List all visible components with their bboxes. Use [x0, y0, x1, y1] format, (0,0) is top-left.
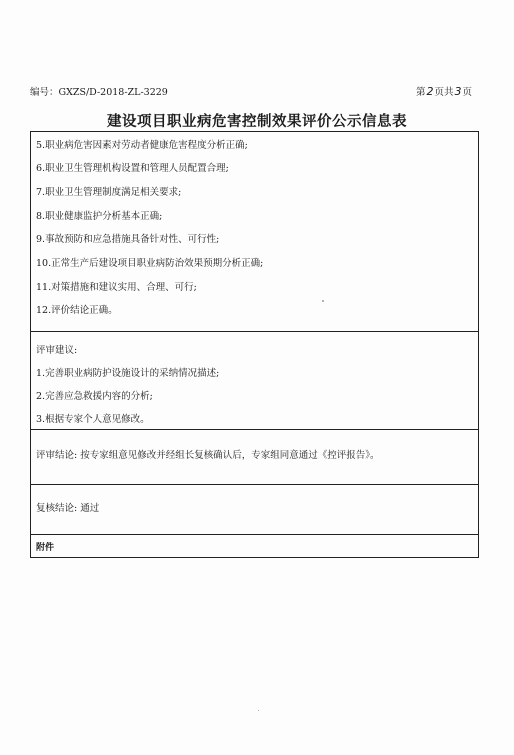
advice-label: 评审建议: [36, 345, 78, 356]
info-table [30, 131, 479, 558]
advice-item: 1.完善职业病防护设施设计的采纳情况描述; [36, 368, 220, 379]
document-title: 建设项目职业病危害控制效果评价公示信息表 [107, 113, 407, 130]
page-middle: 页共 [434, 87, 454, 98]
scan-speck [258, 710, 259, 711]
scan-speck [322, 300, 324, 302]
criteria-item: 8.职业健康监护分析基本正确; [36, 211, 163, 222]
criteria-item: 10.正常生产后建设项目职业病防治效果预期分析正确; [36, 258, 264, 269]
criteria-item: 11.对策措施和建议实用、合理、可行; [36, 282, 197, 293]
page-number [416, 84, 472, 98]
page-suffix: 页 [462, 87, 472, 98]
conclusion-section [31, 430, 478, 485]
document-header [30, 84, 480, 98]
advice-item: 3.根据专家个人意见修改。 [36, 414, 150, 425]
criteria-item: 6.职业卫生管理机构设置和管理人员配置合理; [36, 163, 229, 174]
document-code: 编号：GXZS/D-2018-ZL-3229 [30, 87, 168, 98]
criteria-item: 12.评价结论正确。 [36, 305, 118, 316]
criteria-item: 5.职业病危害因素对劳动者健康危害程度分析正确; [36, 140, 248, 151]
page-current: 2 [426, 85, 434, 98]
page-total: 3 [454, 85, 462, 98]
criteria-item: 7.职业卫生管理制度满足相关要求; [36, 187, 182, 198]
attachment-section [31, 535, 478, 557]
advice-item: 2.完善应急救援内容的分析; [36, 391, 153, 402]
recheck-conclusion: 复核结论: 通过 [36, 503, 100, 514]
advice-section [31, 332, 478, 430]
criteria-section [31, 132, 478, 332]
criteria-item: 9.事故预防和应急措施具备针对性、可行性; [36, 234, 220, 245]
attachment-label: 附件 [36, 543, 55, 553]
page-prefix: 第 [415, 87, 426, 98]
recheck-section [31, 485, 478, 535]
review-conclusion: 评审结论: 按专家组意见修改并经组长复核确认后，专家组同意通过《控评报告》。 [36, 450, 380, 461]
